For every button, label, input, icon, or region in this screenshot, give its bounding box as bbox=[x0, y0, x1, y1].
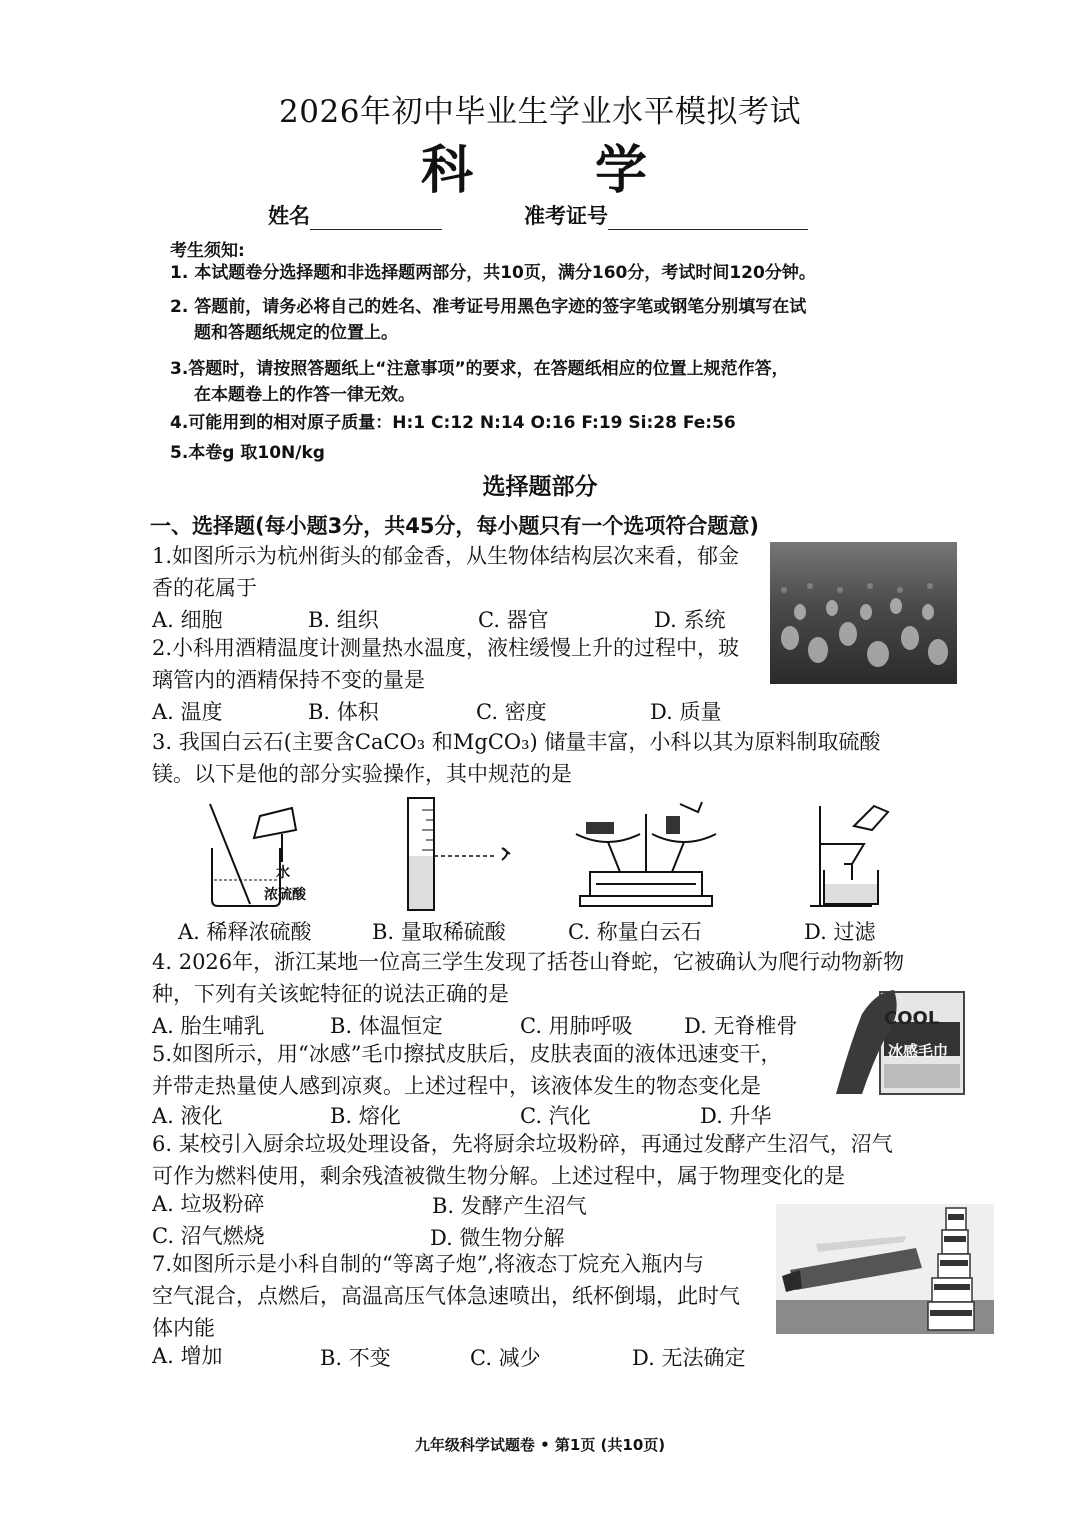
q1-option-a: A. 细胞 bbox=[152, 608, 223, 632]
question-2 bbox=[152, 632, 739, 696]
question-line: 镁。以下是他的部分实验操作，其中规范的是 bbox=[152, 762, 572, 786]
q5-option-a: A. 液化 bbox=[152, 1104, 223, 1128]
notice-item: 在本题卷上的作答一律无效。 bbox=[194, 385, 415, 405]
question-line: 3. 我国白云石(主要含CaCO₃ 和MgCO₃) 储量丰富，小科以其为原料制取硫酸 bbox=[152, 730, 881, 754]
q1-option-c: C. 器官 bbox=[478, 608, 549, 632]
question-6 bbox=[152, 1128, 893, 1192]
question-7 bbox=[152, 1248, 740, 1344]
section-title: 选择题部分 bbox=[482, 474, 598, 500]
notice-item: 1. 本试题卷分选择题和非选择题两部分，共10页，满分160分，考试时间120分钟。 bbox=[170, 263, 816, 283]
filtration-figure bbox=[806, 798, 906, 910]
notice-item: 题和答题纸规定的位置上。 bbox=[194, 323, 398, 343]
q5-option-d: D. 升华 bbox=[700, 1104, 772, 1128]
q7-option-d: D. 无法确定 bbox=[632, 1346, 746, 1370]
subject-title: 科 学 bbox=[420, 140, 700, 201]
q3-option-d: D. 过滤 bbox=[804, 920, 876, 944]
q2-option-b: B. 体积 bbox=[308, 700, 379, 724]
part-title: 一、选择题(每小题3分，共45分，每小题只有一个选项符合题意) bbox=[150, 514, 760, 538]
q4-option-a: A. 胎生哺乳 bbox=[152, 1014, 265, 1038]
question-line: 体内能 bbox=[152, 1316, 215, 1340]
question-5 bbox=[152, 1038, 782, 1102]
q4-option-d: D. 无脊椎骨 bbox=[684, 1014, 798, 1038]
question-line: 种，下列有关该蛇特征的说法正确的是 bbox=[152, 982, 509, 1006]
q1-option-d: D. 系统 bbox=[654, 608, 726, 632]
q2-option-d: D. 质量 bbox=[650, 700, 722, 724]
id-blank bbox=[608, 207, 808, 230]
q3-option-c: C. 称量白云石 bbox=[568, 920, 702, 944]
q2-option-c: C. 密度 bbox=[476, 700, 547, 724]
question-line: 7.如图所示是小科自制的“等离子炮”,将液态丁烷充入瓶内与 bbox=[152, 1252, 705, 1276]
notice-item: 3.答题时，请按照答题纸上“注意事项”的要求，在答题纸相应的位置上规范作答， bbox=[170, 359, 789, 379]
q4-option-c: C. 用肺呼吸 bbox=[520, 1014, 633, 1038]
question-line: 5.如图所示，用“冰感”毛巾擦拭皮肤后，皮肤表面的液体迅速变干， bbox=[152, 1042, 782, 1066]
q4-option-b: B. 体温恒定 bbox=[330, 1014, 443, 1038]
notice-item: 2. 答题前，请务必将自己的姓名、准考证号用黑色字迹的签字笔或钢笔分别填写在试 bbox=[170, 297, 807, 317]
question-line: 1.如图所示为杭州街头的郁金香，从生物体结构层次来看，郁金 bbox=[152, 544, 740, 568]
question-line: 2.小科用酒精温度计测量热水温度，液柱缓慢上升的过程中，玻 bbox=[152, 636, 740, 660]
cylinder-figure bbox=[398, 796, 518, 912]
question-line: 6. 某校引入厨余垃圾处理设备，先将厨余垃圾粉碎，再通过发酵产生沼气，沼气 bbox=[152, 1132, 893, 1156]
question-3 bbox=[152, 726, 880, 790]
name-label: 姓名 bbox=[268, 204, 310, 228]
q5-option-b: B. 熔化 bbox=[330, 1104, 401, 1128]
plasma-cannon-photo bbox=[776, 1204, 994, 1334]
q5-option-c: C. 汽化 bbox=[520, 1104, 591, 1128]
q6-option-d: D. 微生物分解 bbox=[430, 1226, 565, 1250]
name-blank bbox=[310, 207, 442, 230]
name-field bbox=[268, 200, 442, 230]
id-label: 准考证号 bbox=[524, 204, 608, 228]
question-line: 香的花属于 bbox=[152, 576, 257, 600]
q3-option-a: A. 稀释浓硫酸 bbox=[178, 920, 312, 944]
tulip-photo bbox=[770, 542, 957, 684]
q7-option-c: C. 减少 bbox=[470, 1346, 541, 1370]
question-line: 璃管内的酒精保持不变的量是 bbox=[152, 668, 425, 692]
question-line: 可作为燃料使用，剩余残渣被微生物分解。上述过程中，属于物理变化的是 bbox=[152, 1164, 845, 1188]
q1-option-b: B. 组织 bbox=[308, 608, 379, 632]
notice-item: 5.本卷g 取10N/kg bbox=[170, 443, 325, 463]
exam-title: 2026年初中毕业生学业水平模拟考试 bbox=[279, 94, 801, 130]
q6-option-b: B. 发酵产生沼气 bbox=[432, 1194, 587, 1218]
q7-option-a: A. 增加 bbox=[152, 1344, 223, 1368]
q7-option-b: B. 不变 bbox=[320, 1346, 391, 1370]
id-field bbox=[524, 200, 808, 230]
q6-option-a: A. 垃圾粉碎 bbox=[152, 1192, 265, 1216]
fig-label-water: 水 bbox=[276, 865, 290, 881]
balance-figure bbox=[570, 800, 722, 910]
page-footer: 九年级科学试题卷 • 第1页 (共10页) bbox=[414, 1436, 666, 1454]
question-1 bbox=[152, 540, 739, 604]
q6-option-c: C. 沼气燃烧 bbox=[152, 1224, 265, 1248]
fig-label-acid: 浓硫酸 bbox=[264, 887, 306, 903]
notice-heading: 考生须知: bbox=[170, 241, 245, 261]
notice-item: 4.可能用到的相对原子质量：H:1 C:12 N:14 O:16 F:19 Si:28 Fe:56 bbox=[170, 413, 736, 433]
q3-option-b: B. 量取稀硫酸 bbox=[372, 920, 506, 944]
question-line: 并带走热量使人感到凉爽。上述过程中，该液体发生的物态变化是 bbox=[152, 1074, 761, 1098]
question-line: 4. 2026年，浙江某地一位高三学生发现了括苍山脊蛇，它被确认为爬行动物新物 bbox=[152, 950, 905, 974]
towel-label-text: 冰感毛巾 bbox=[888, 1042, 949, 1060]
question-4 bbox=[152, 946, 904, 1010]
towel-brand-text: COOL bbox=[884, 1008, 940, 1029]
q2-option-a: A. 温度 bbox=[152, 700, 223, 724]
question-line: 空气混合，点燃后，高温高压气体急速喷出，纸杯倒塌，此时气 bbox=[152, 1284, 740, 1308]
